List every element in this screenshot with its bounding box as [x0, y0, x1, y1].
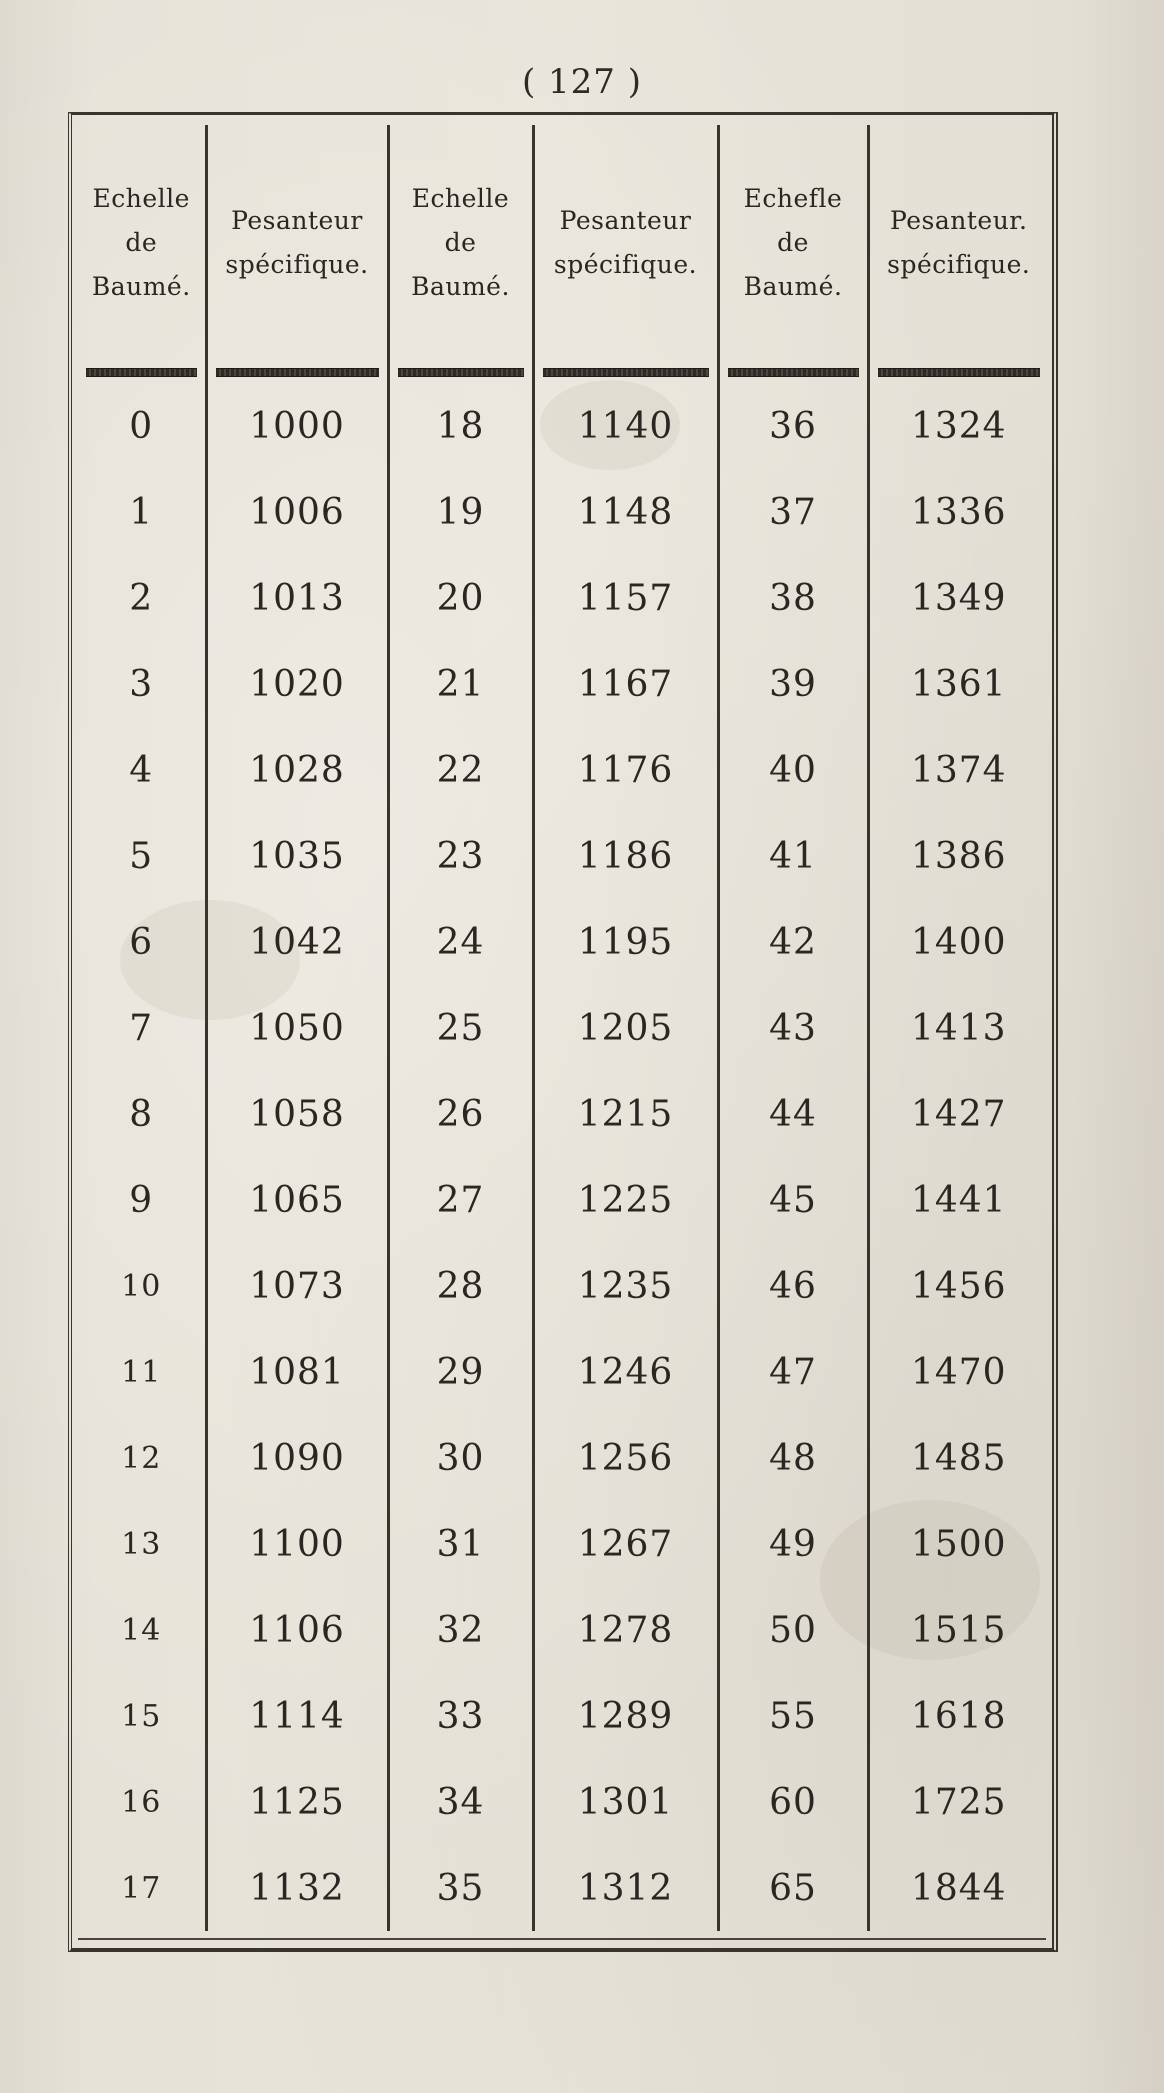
specific-gravity-cell: 1000: [206, 383, 388, 469]
specific-gravity-cell: 1058: [206, 1071, 388, 1157]
baume-degree-cell: 2: [78, 555, 206, 641]
baume-degree-cell: 28: [388, 1243, 533, 1329]
specific-gravity-cell: 1278: [533, 1587, 718, 1673]
baume-degree-cell: 49: [718, 1501, 868, 1587]
baume-degree-cell: 44: [718, 1071, 868, 1157]
baume-degree-cell: 33: [388, 1673, 533, 1759]
specific-gravity-cell: 1485: [910, 1437, 1007, 1479]
header-rule-row: [78, 361, 1048, 383]
baume-degree-cell: 32: [388, 1587, 533, 1673]
header-rule-cell: [78, 361, 206, 383]
specific-gravity-cell: 1050: [206, 985, 388, 1071]
header-rule-cell: [718, 361, 868, 383]
specific-gravity-cell: 1065: [206, 1157, 388, 1243]
header-line: spécifique.: [553, 250, 698, 279]
specific-gravity-cell: 1515: [910, 1609, 1007, 1651]
table-row: [78, 727, 1048, 813]
specific-gravity-cell: 1148: [533, 469, 718, 555]
baume-degree-cell: 6: [78, 899, 206, 985]
baume-degree-cell: 17: [78, 1845, 206, 1931]
baume-degree-cell: 42: [718, 899, 868, 985]
baume-degree-cell: 7: [78, 985, 206, 1071]
specific-gravity-cell: 1312: [533, 1845, 718, 1931]
baume-degree-cell: 15: [78, 1673, 206, 1759]
specific-gravity-cell: 1140: [533, 383, 718, 469]
baume-degree-cell: 9: [78, 1157, 206, 1243]
baume-degree-cell: 24: [388, 899, 533, 985]
header-baume-scale-2: [388, 125, 533, 361]
baume-degree-cell: 20: [388, 555, 533, 641]
baume-degree-cell: 43: [718, 985, 868, 1071]
header-line: de: [777, 228, 809, 258]
header-line: de: [444, 228, 477, 258]
baume-degree-cell: 25: [388, 985, 533, 1071]
baume-degree-cell: 39: [718, 641, 868, 727]
baume-degree-cell: 48: [718, 1415, 868, 1501]
header-line: spécifique.: [225, 250, 369, 279]
table-row: [78, 469, 1048, 555]
specific-gravity-cell: 1456: [910, 1265, 1007, 1307]
baume-degree-cell: 31: [388, 1501, 533, 1587]
specific-gravity-cell: 1132: [206, 1845, 388, 1931]
specific-gravity-cell: 1215: [533, 1071, 718, 1157]
specific-gravity-cell: 1042: [206, 899, 388, 985]
table-body: [78, 383, 1048, 1931]
baume-degree-cell: 34: [388, 1759, 533, 1845]
table-row: [78, 1071, 1048, 1157]
baume-degree-cell: 38: [718, 555, 868, 641]
specific-gravity-cell: 1114: [206, 1673, 388, 1759]
baume-degree-cell: 46: [718, 1243, 868, 1329]
specific-gravity-cell: 1374: [910, 749, 1007, 791]
header-line: Baumé.: [743, 271, 843, 301]
specific-gravity-cell: 1844: [910, 1867, 1007, 1909]
header-line: Echelle: [92, 184, 190, 214]
baume-specific-gravity-table: [78, 125, 1048, 1931]
specific-gravity-cell: 1413: [910, 1007, 1007, 1049]
header-rule-cell: [533, 361, 718, 383]
specific-gravity-cell: 1725: [910, 1781, 1007, 1823]
baume-degree-cell: 55: [718, 1673, 868, 1759]
header-line: Pesanteur: [559, 206, 692, 236]
specific-gravity-cell: 1386: [910, 835, 1007, 877]
table-row: [78, 555, 1048, 641]
specific-gravity-cell: 1289: [533, 1673, 718, 1759]
specific-gravity-cell: 1618: [910, 1695, 1007, 1737]
specific-gravity-cell: 1441: [910, 1179, 1007, 1221]
baume-degree-cell: 40: [718, 727, 868, 813]
table-row: [78, 1845, 1048, 1931]
baume-degree-cell: 22: [388, 727, 533, 813]
baume-degree-cell: 21: [388, 641, 533, 727]
bottom-rule: [78, 1938, 1046, 1940]
baume-degree-cell: 0: [78, 383, 206, 469]
specific-gravity-cell: 1336: [910, 491, 1007, 533]
table-row: [78, 1157, 1048, 1243]
specific-gravity-cell: 1090: [206, 1415, 388, 1501]
specific-gravity-cell: 1081: [206, 1329, 388, 1415]
baume-degree-cell: 4: [78, 727, 206, 813]
table-row: [78, 1759, 1048, 1845]
header-baume-scale-1: [78, 125, 206, 361]
baume-degree-cell: 45: [718, 1157, 868, 1243]
header-baume-scale-3: [718, 125, 868, 361]
specific-gravity-cell: 1235: [533, 1243, 718, 1329]
specific-gravity-cell: 1013: [206, 555, 388, 641]
header-rule-cell: [868, 361, 1048, 383]
specific-gravity-cell: 1361: [910, 663, 1007, 705]
thick-rule: [728, 368, 859, 377]
thick-rule: [878, 368, 1041, 377]
table-row: [78, 1587, 1048, 1673]
table-row: [78, 383, 1048, 469]
baume-degree-cell: 37: [718, 469, 868, 555]
header-specific-gravity-3: [868, 125, 1048, 361]
specific-gravity-cell: 1205: [533, 985, 718, 1071]
table-row: [78, 1415, 1048, 1501]
header-specific-gravity-1: [206, 125, 388, 361]
specific-gravity-cell: 1324: [910, 405, 1007, 447]
specific-gravity-cell: 1400: [910, 921, 1007, 963]
specific-gravity-cell: 1006: [206, 469, 388, 555]
table-row: [78, 813, 1048, 899]
specific-gravity-cell: 1100: [206, 1501, 388, 1587]
header-line: Pesanteur: [231, 206, 363, 236]
baume-degree-cell: 8: [78, 1071, 206, 1157]
specific-gravity-cell: 1028: [206, 727, 388, 813]
baume-degree-cell: 13: [78, 1501, 206, 1587]
baume-degree-cell: 23: [388, 813, 533, 899]
baume-degree-cell: 1: [78, 469, 206, 555]
header-rule-cell: [206, 361, 388, 383]
table-row: [78, 641, 1048, 727]
table-row: [78, 1673, 1048, 1759]
specific-gravity-cell: 1176: [533, 727, 718, 813]
specific-gravity-cell: 1073: [206, 1243, 388, 1329]
specific-gravity-cell: 1349: [910, 577, 1007, 619]
specific-gravity-cell: 1225: [533, 1157, 718, 1243]
specific-gravity-cell: 1470: [910, 1351, 1007, 1393]
baume-degree-cell: 41: [718, 813, 868, 899]
specific-gravity-cell: 1125: [206, 1759, 388, 1845]
header-line: de: [125, 228, 158, 258]
page-number: ( 127 ): [521, 62, 643, 102]
header-line: Baumé.: [411, 271, 510, 301]
specific-gravity-cell: 1186: [533, 813, 718, 899]
baume-degree-cell: 11: [78, 1329, 206, 1415]
baume-degree-cell: 47: [718, 1329, 868, 1415]
baume-degree-cell: 19: [388, 469, 533, 555]
header-line: Echefle: [743, 184, 843, 214]
baume-degree-cell: 29: [388, 1329, 533, 1415]
table-row: [78, 1501, 1048, 1587]
baume-degree-cell: 60: [718, 1759, 868, 1845]
specific-gravity-cell: 1256: [533, 1415, 718, 1501]
baume-degree-cell: 5: [78, 813, 206, 899]
baume-degree-cell: 10: [78, 1243, 206, 1329]
specific-gravity-cell: 1301: [533, 1759, 718, 1845]
thick-rule: [86, 368, 197, 377]
specific-gravity-cell: 1167: [533, 641, 718, 727]
baume-degree-cell: 50: [718, 1587, 868, 1673]
thick-rule: [398, 368, 524, 377]
specific-gravity-cell: 1267: [533, 1501, 718, 1587]
header-rule-cell: [388, 361, 533, 383]
specific-gravity-cell: 1246: [533, 1329, 718, 1415]
table-row: [78, 1329, 1048, 1415]
table-row: [78, 985, 1048, 1071]
specific-gravity-cell: 1427: [910, 1093, 1007, 1135]
table-frame: [68, 112, 1058, 1952]
baume-degree-cell: 3: [78, 641, 206, 727]
specific-gravity-cell: 1500: [910, 1523, 1007, 1565]
baume-degree-cell: 16: [78, 1759, 206, 1845]
table-row: [78, 1243, 1048, 1329]
baume-degree-cell: 36: [718, 383, 868, 469]
specific-gravity-cell: 1020: [206, 641, 388, 727]
baume-degree-cell: 14: [78, 1587, 206, 1673]
specific-gravity-cell: 1157: [533, 555, 718, 641]
header-line: Baumé.: [91, 271, 191, 301]
baume-degree-cell: 35: [388, 1845, 533, 1931]
header-line: spécifique.: [887, 250, 1031, 279]
specific-gravity-cell: 1106: [206, 1587, 388, 1673]
thick-rule: [216, 368, 379, 377]
header-line: Pesanteur.: [890, 206, 1028, 236]
baume-degree-cell: 30: [388, 1415, 533, 1501]
baume-degree-cell: 65: [718, 1845, 868, 1931]
header-specific-gravity-2: [533, 125, 718, 361]
specific-gravity-cell: 1195: [533, 899, 718, 985]
baume-degree-cell: 18: [388, 383, 533, 469]
baume-degree-cell: 26: [388, 1071, 533, 1157]
baume-degree-cell: 27: [388, 1157, 533, 1243]
header-line: Echelle: [411, 184, 510, 214]
table-row: [78, 899, 1048, 985]
header-row: [78, 125, 1048, 361]
baume-degree-cell: 12: [78, 1415, 206, 1501]
specific-gravity-cell: 1035: [206, 813, 388, 899]
thick-rule: [543, 368, 709, 377]
